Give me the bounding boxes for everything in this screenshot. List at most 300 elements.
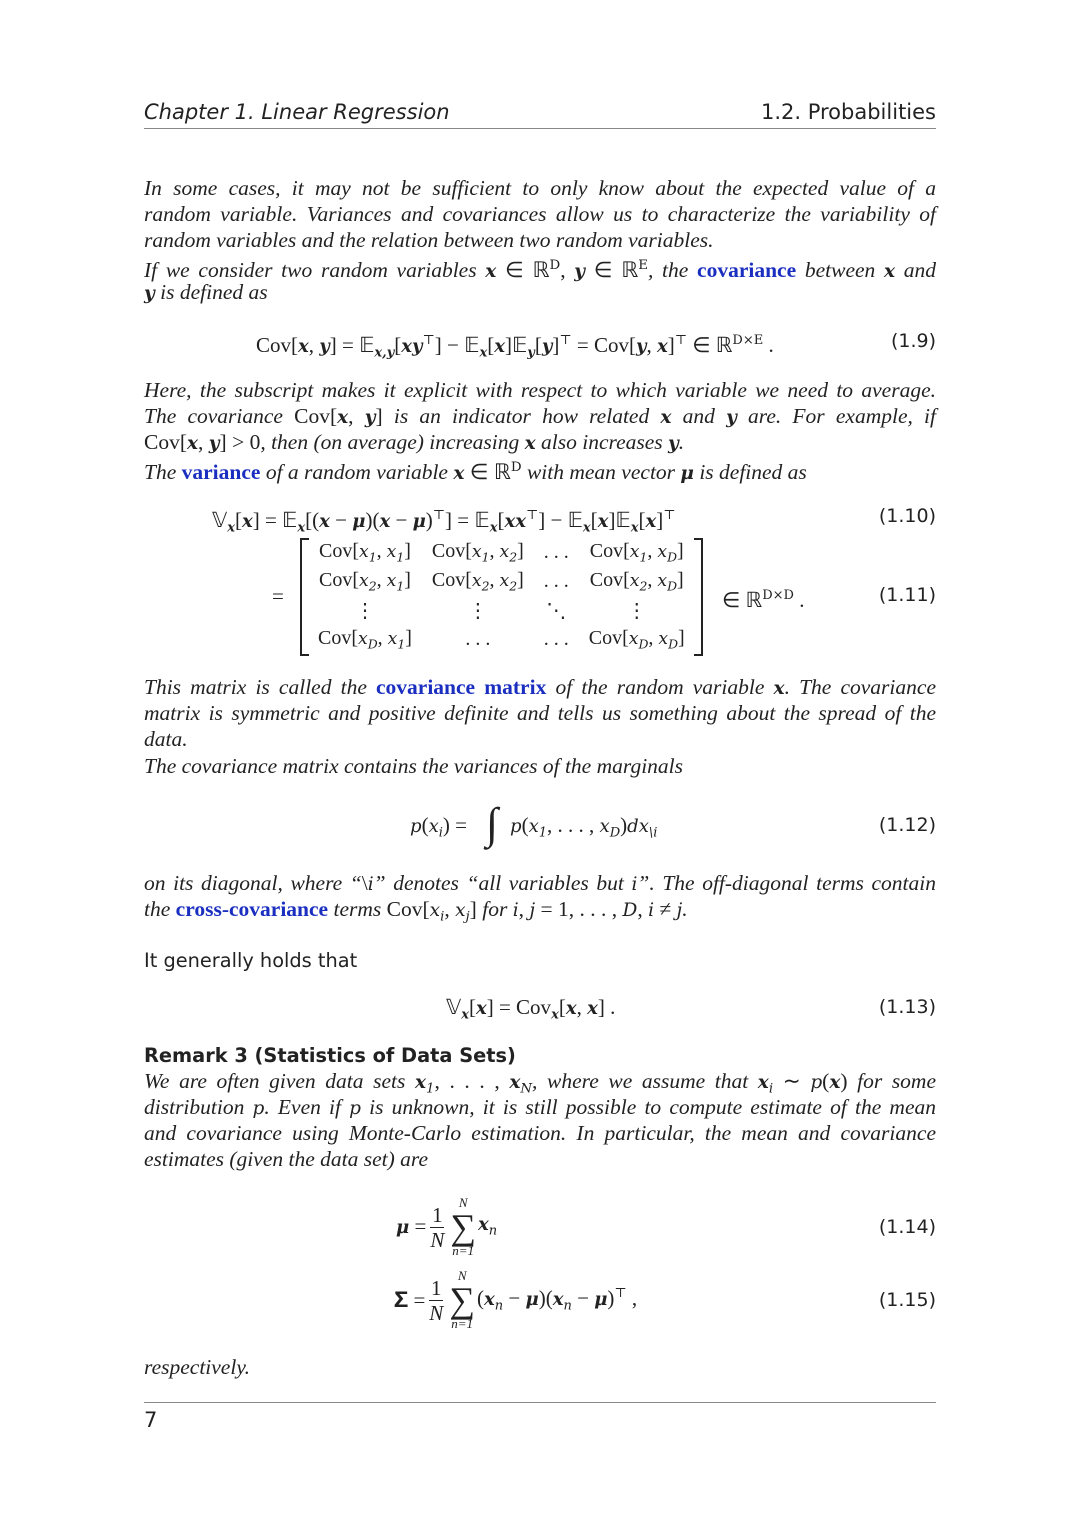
- covariance-lhs: [394, 1287, 425, 1313]
- text-run: x: [551, 1007, 559, 1023]
- text-run: p: [410, 816, 422, 837]
- text-run: 2: [509, 549, 518, 565]
- remark-title: [144, 1042, 936, 1069]
- text-run: i: [631, 874, 638, 895]
- text-run: y: [144, 283, 155, 304]
- text-run: x: [485, 260, 497, 282]
- equation-1-10: [212, 503, 676, 541]
- text-run: ,: [647, 540, 658, 563]
- equation-1-15: [394, 1265, 637, 1335]
- numerator: 1: [432, 1202, 443, 1227]
- text-run: of a random variable: [260, 459, 454, 484]
- summation: [450, 1196, 476, 1258]
- text-run: ,: [376, 540, 387, 563]
- text-run: . Even if: [264, 1095, 350, 1119]
- text-line: [144, 1354, 936, 1380]
- text-run: ,: [308, 332, 320, 357]
- text-run: −: [503, 1285, 526, 1310]
- text-run: the: [144, 897, 176, 921]
- matrix-cell: [422, 538, 534, 567]
- text-run: x: [337, 407, 349, 428]
- text-run: x: [630, 520, 639, 536]
- text-run: ] = 𝔼: [329, 332, 375, 357]
- text-run: 1: [396, 578, 405, 594]
- text-run: x: [386, 542, 397, 563]
- numerator: 1: [431, 1275, 442, 1300]
- text-run: D: [622, 900, 638, 921]
- text-run: i: [512, 900, 519, 921]
- text-run: dx: [627, 816, 649, 837]
- header-rule: [144, 128, 936, 129]
- text-run: n: [494, 1298, 504, 1314]
- text-run: x: [455, 900, 466, 921]
- text-run: ,: [646, 332, 657, 357]
- text-run: =: [272, 584, 284, 608]
- text-run: i: [438, 825, 443, 841]
- text-run: ,: [444, 897, 456, 921]
- text-run: ⊤: [674, 333, 687, 348]
- matrix-row: [308, 625, 695, 654]
- text-run: ∈ ℝ: [585, 257, 639, 282]
- text-run: ): [840, 1069, 848, 1093]
- text-run: Cov[: [588, 627, 629, 650]
- text-run: . . .: [465, 628, 491, 650]
- text-line: [144, 674, 936, 702]
- text-run: We are often given data sets: [144, 1069, 415, 1093]
- text-run: x: [429, 900, 441, 921]
- text-run: ) =: [442, 813, 468, 837]
- text-run: .: [678, 430, 685, 454]
- text-run: are. For example, if: [736, 404, 936, 428]
- matrix-cell: [308, 596, 422, 625]
- sigma-icon: ∑: [450, 1207, 476, 1247]
- text-run: x: [499, 542, 510, 563]
- text-run: x: [509, 1072, 521, 1093]
- mean-rhs: [478, 1210, 497, 1245]
- text-run: x: [227, 520, 235, 536]
- text-run: Remark 3 (Statistics of Data Sets): [144, 1044, 516, 1067]
- text-run: [: [234, 507, 242, 532]
- text-run: 𝚺 =: [394, 1288, 426, 1312]
- text-run: Cov[: [386, 897, 430, 921]
- text-run: x: [884, 260, 896, 282]
- text-run: D: [367, 636, 378, 652]
- text-run: respectively.: [144, 1355, 251, 1379]
- text-run: x: [597, 510, 609, 532]
- text-run: = Cov[: [571, 332, 636, 357]
- text-run: x: [773, 678, 785, 699]
- text-run: x: [359, 542, 369, 563]
- text-run: ): [607, 1285, 615, 1310]
- text-run: If we consider two random variables: [144, 257, 486, 282]
- covariance-rhs: [477, 1281, 637, 1319]
- text-run: x: [658, 629, 669, 650]
- matrix-row: [308, 596, 695, 625]
- mean-lhs: [396, 1213, 426, 1241]
- sum-lower-limit: n=1: [451, 1316, 474, 1331]
- matrix-cell: [534, 538, 579, 567]
- text-run: 1: [396, 549, 405, 565]
- text-run: x: [629, 571, 640, 592]
- equation-1-12-lhs: [410, 812, 467, 847]
- text-run: Cov[: [256, 332, 298, 357]
- text-run: 2: [481, 578, 490, 594]
- text-run: y: [364, 407, 376, 428]
- text-run: x: [587, 998, 598, 1019]
- text-run: x: [829, 1072, 841, 1093]
- text-run: D: [549, 258, 561, 273]
- text-run: for: [476, 897, 513, 921]
- text-run: n: [563, 1298, 572, 1314]
- matrix-cell: [422, 596, 534, 625]
- text-run: 1: [425, 1081, 435, 1097]
- text-run: Cov[: [318, 627, 358, 650]
- text-line: [144, 403, 936, 431]
- text-run: , . . . ,: [434, 1069, 510, 1093]
- text-run: = 1, . . . ,: [535, 897, 623, 921]
- text-run: y: [541, 335, 553, 357]
- text-run: x: [645, 510, 657, 532]
- footer-rule: [144, 1402, 936, 1403]
- text-run: on its diagonal, where “: [144, 871, 362, 895]
- text-run: ,: [518, 897, 530, 921]
- matrix-cell: [579, 596, 695, 625]
- text-run: x: [483, 1288, 495, 1310]
- text-run: and: [895, 257, 937, 282]
- matrix-cell: [534, 596, 579, 625]
- text-run: xx: [504, 510, 526, 532]
- text-run: x: [241, 510, 253, 532]
- text-run: −: [329, 507, 353, 532]
- text-run: x: [489, 520, 498, 536]
- matrix-cell: [422, 567, 534, 596]
- text-run: ⋮: [467, 600, 488, 622]
- text-run: of the random variable: [546, 675, 774, 699]
- text-run: j: [529, 900, 536, 921]
- matrix-cell: [534, 625, 579, 654]
- sum-lower-limit: n=1: [452, 1243, 475, 1258]
- matrix-row: [308, 567, 695, 596]
- matrix-cell: [579, 538, 695, 567]
- matrix-cell: [579, 625, 695, 654]
- text-run: i: [648, 900, 654, 921]
- equation-label: (1.12): [878, 814, 936, 836]
- text-run: x: [387, 629, 398, 650]
- text-run: y: [574, 260, 586, 282]
- text-run: ]: [469, 897, 477, 921]
- text-run: x: [499, 571, 510, 592]
- text-run: D: [609, 825, 621, 841]
- text-run: ]: [405, 627, 412, 650]
- equation-label: (1.14): [878, 1216, 936, 1238]
- matrix-cell: [579, 567, 695, 596]
- text-run: ]: [677, 569, 684, 592]
- text-run: n: [488, 1223, 498, 1239]
- text-run: y: [668, 433, 679, 454]
- text-run: ∼: [773, 1069, 811, 1093]
- text-run: Cov[: [319, 540, 360, 563]
- equation-label: (1.11): [878, 584, 936, 606]
- text-run: ,: [648, 627, 659, 650]
- text-run: ,: [560, 257, 575, 282]
- text-run: (: [476, 1285, 484, 1310]
- text-run: x: [319, 510, 330, 532]
- text-run: E: [638, 258, 648, 273]
- text-run: ] − 𝔼: [434, 332, 480, 357]
- text-run: In some cases, it may not be sufficient to only know about the expected value of a: [144, 176, 936, 200]
- text-run: ]𝔼: [504, 332, 528, 357]
- text-run: ] − 𝔼: [538, 507, 583, 532]
- text-run: random variables and the relation between two random variables.: [144, 228, 714, 252]
- text-run: ,: [637, 897, 649, 921]
- text-run: x: [358, 629, 368, 650]
- text-run: 1: [538, 825, 548, 841]
- text-line: [144, 1146, 936, 1172]
- equation-label: (1.10): [878, 505, 936, 527]
- text-line: [144, 947, 936, 974]
- text-run: x: [359, 571, 369, 592]
- text-run: x: [565, 998, 577, 1019]
- page-number: 7: [144, 1408, 158, 1432]
- text-line: [144, 279, 936, 307]
- text-run: ⋱: [546, 600, 567, 622]
- text-run: j: [465, 909, 470, 925]
- text-run: x: [478, 1213, 489, 1235]
- sum-upper-limit: N: [457, 1268, 467, 1283]
- text-run: ⊤: [559, 333, 572, 348]
- text-run: data.: [144, 727, 188, 751]
- text-run: estimates (given the data set) are: [144, 1147, 429, 1171]
- text-run: ]: [404, 540, 411, 563]
- text-run: is defined as: [693, 459, 807, 484]
- text-run: [: [534, 332, 542, 357]
- text-run: x: [379, 510, 391, 532]
- text-run: ” denotes “all variables but: [373, 871, 632, 895]
- text-run: ]: [656, 507, 664, 532]
- text-run: Cov[: [431, 569, 472, 592]
- text-run: y: [635, 335, 647, 357]
- text-run: x,y: [374, 345, 395, 361]
- text-run: μ: [594, 1288, 608, 1310]
- matrix-cell: [534, 567, 579, 596]
- fraction: [430, 1203, 444, 1252]
- text-run: N: [520, 1081, 533, 1097]
- text-line: [144, 377, 936, 403]
- text-run: Cov[: [144, 430, 187, 454]
- text-run: ”. The off-diagonal terms contain: [637, 871, 936, 895]
- text-run: x: [656, 335, 668, 357]
- text-run: [: [394, 332, 402, 357]
- text-run: The covariance matrix contains the variances of the marginals: [144, 754, 684, 778]
- text-run: . . .: [543, 628, 569, 650]
- text-run: . . .: [543, 570, 569, 592]
- text-run: ]: [552, 332, 560, 357]
- equation-label: (1.13): [878, 996, 936, 1018]
- text-run: D: [510, 460, 522, 475]
- text-run: ,: [489, 540, 500, 563]
- text-run: 𝕍: [446, 995, 462, 1019]
- text-run: ]: [375, 404, 383, 428]
- matrix-row: [308, 538, 695, 567]
- text-run: y: [527, 345, 535, 361]
- text-run: ∫: [486, 799, 499, 848]
- section-header: 1.2. Probabilities: [760, 100, 936, 124]
- text-run: μ: [680, 462, 694, 484]
- text-run: i: [768, 1081, 774, 1097]
- text-run: D: [668, 636, 679, 652]
- text-run: x: [428, 816, 439, 837]
- text-run: x: [386, 571, 397, 592]
- text-run: (: [521, 813, 529, 837]
- equation-1-12-rhs: [510, 812, 657, 847]
- text-run: i: [440, 909, 445, 925]
- text-run: ,: [647, 569, 658, 592]
- equation-label: (1.9): [890, 330, 936, 352]
- text-run: i: [367, 874, 374, 895]
- text-run: ]: [517, 569, 524, 592]
- text-run: , then (on average) increasing: [260, 430, 525, 454]
- text-run: ,: [489, 569, 500, 592]
- text-run: x: [475, 998, 487, 1019]
- text-run: , where we assume that: [532, 1069, 758, 1093]
- equation-label: (1.15): [878, 1289, 936, 1311]
- text-run: ⋮: [626, 600, 647, 622]
- text-run: ,: [377, 627, 388, 650]
- text-run: random variable. Variances and covariances allow us to characterize the variability of: [144, 202, 936, 226]
- text-run: 1: [481, 549, 490, 565]
- equation-1-13: [446, 994, 615, 1029]
- text-run: [: [638, 507, 646, 532]
- text-run: 2: [368, 578, 377, 594]
- text-run: p: [510, 816, 522, 837]
- text-run: is an indicator how related: [382, 404, 661, 428]
- text-run: ] > 0: [219, 430, 261, 454]
- text-run: ]: [667, 332, 675, 357]
- text-run: The: [144, 459, 182, 484]
- text-run: ≠: [653, 897, 677, 921]
- matrix-cell: [308, 567, 422, 596]
- text-run: ]: [678, 627, 685, 650]
- text-run: is unknown, it is still possible to compute estimate of the mean: [360, 1095, 936, 1119]
- text-run: ]𝔼: [608, 507, 631, 532]
- text-run: x: [298, 335, 309, 357]
- text-run: x: [628, 629, 639, 650]
- integral-sign: [486, 796, 498, 852]
- text-run: )(: [365, 507, 380, 532]
- text-run: ⋮: [354, 600, 375, 622]
- text-run: x: [187, 433, 199, 454]
- text-run: matrix is symmetric and positive definite and tells us something about the spread of the: [144, 701, 936, 725]
- text-run: x: [629, 542, 640, 563]
- text-line: [144, 1094, 936, 1122]
- text-run: p: [810, 1072, 823, 1093]
- text-run: [: [590, 507, 598, 532]
- text-run: x: [494, 335, 505, 357]
- text-run: D×D: [762, 588, 794, 603]
- summation: [449, 1269, 475, 1331]
- chapter-header: Chapter 1. Linear Regression: [144, 100, 450, 124]
- text-run: x: [599, 816, 610, 837]
- text-run: x: [660, 407, 672, 428]
- sum-upper-limit: N: [458, 1195, 468, 1210]
- text-run: and covariance using Monte-Carlo estimation. In particular, the mean and covariance: [144, 1121, 936, 1145]
- fraction: [429, 1276, 443, 1325]
- text-run: 1: [397, 636, 406, 652]
- text-run: x: [479, 345, 488, 361]
- text-run: .: [763, 332, 774, 357]
- text-run: x: [471, 542, 482, 563]
- text-line: [144, 455, 936, 487]
- text-run: ⊤: [614, 1285, 627, 1301]
- text-run: 1: [639, 549, 648, 565]
- text-run: x: [453, 462, 465, 484]
- text-run: Cov[: [431, 540, 472, 563]
- text-run: p: [349, 1098, 361, 1119]
- text-run: is defined as: [154, 280, 268, 304]
- text-run: [: [558, 995, 566, 1019]
- sigma-icon: ∑: [449, 1280, 475, 1320]
- text-run: [: [497, 507, 505, 532]
- equals-sign: [272, 583, 284, 609]
- text-line: [144, 1120, 936, 1146]
- text-run: [: [487, 332, 495, 357]
- text-run: . . .: [543, 541, 569, 563]
- text-run: Cov[: [294, 404, 338, 428]
- text-run: ]: [404, 569, 411, 592]
- text-run: =: [409, 1214, 427, 1238]
- text-line: [144, 175, 936, 201]
- text-run: ,: [348, 404, 365, 428]
- text-run: D: [667, 578, 678, 594]
- text-run: μ: [412, 510, 426, 532]
- text-run: ] .: [597, 995, 616, 1019]
- text-run: ,: [198, 430, 209, 454]
- text-run: ,: [376, 569, 387, 592]
- text-run: Here, the subscript makes it explicit with respect to which variable we need to average.: [144, 378, 936, 402]
- text-run: D×E: [732, 333, 764, 348]
- text-run: xy: [401, 335, 423, 357]
- text-run: , . . . ,: [547, 813, 600, 837]
- text-run: ]: [677, 540, 684, 563]
- text-run: μ: [525, 1288, 539, 1310]
- text-run: (: [822, 1069, 830, 1093]
- matrix-domain: [722, 583, 804, 613]
- text-run: D: [638, 636, 649, 652]
- text-run: (: [421, 813, 429, 837]
- text-run: μ: [352, 510, 366, 532]
- text-run: \: [361, 871, 368, 895]
- text-run: distribution: [144, 1095, 253, 1119]
- text-run: .: [682, 897, 688, 921]
- text-run: )(: [538, 1285, 553, 1310]
- text-run: x: [582, 520, 591, 536]
- text-run: Cov[: [319, 569, 360, 592]
- text-run: ): [620, 813, 628, 837]
- text-run: ,: [626, 1285, 638, 1310]
- text-run: , the: [647, 257, 698, 282]
- text-run: y: [726, 407, 737, 428]
- text-run: for some: [847, 1069, 937, 1093]
- text-run: [: [468, 995, 476, 1019]
- text-run: x: [524, 433, 536, 454]
- text-line: [144, 227, 936, 253]
- matrix-cell: [422, 625, 534, 654]
- text-run: ⊤: [526, 508, 539, 523]
- text-run: and: [671, 404, 727, 428]
- text-run: 2: [639, 578, 648, 594]
- equation-1-14: [396, 1192, 497, 1262]
- text-line: [144, 870, 936, 898]
